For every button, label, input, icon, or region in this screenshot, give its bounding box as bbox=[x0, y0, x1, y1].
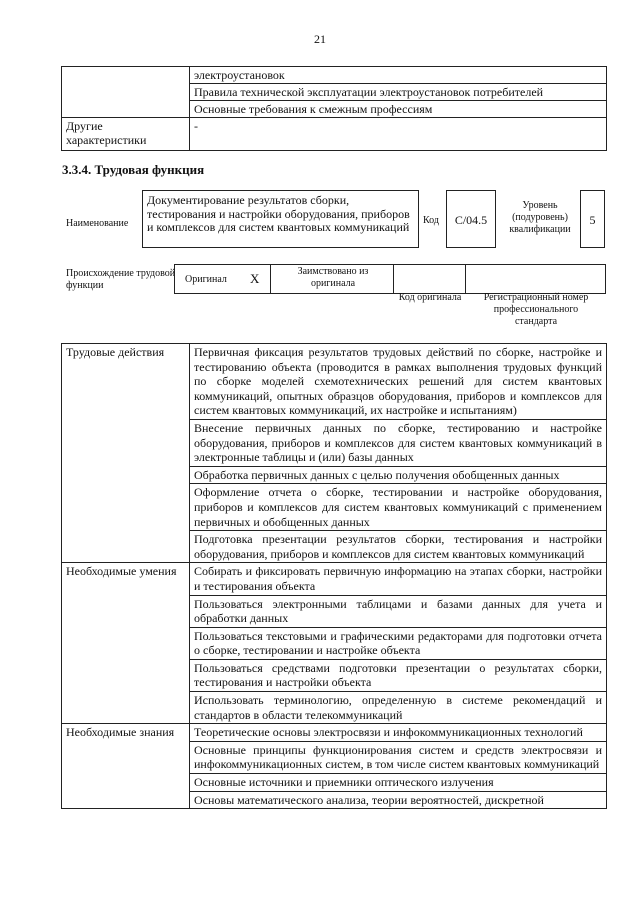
origin-divider bbox=[465, 264, 466, 294]
name-value: Документирование результатов сборки, тестирования и настройки оборудования, приборов и комплексов для систем квантовых коммуникаций bbox=[142, 190, 419, 248]
table-row: Первичная фиксация результатов трудовых действий по сборке, настройке и тестированию объекта (проводится в рамках выполнения трудовых функций по сборке моделей схемотехнических решений для систем квантовых коммуникаций, опытных образцов оборудования, приборов и комплексов для систем квантовых коммуникаций, их настройке и испытаниям) bbox=[190, 344, 607, 420]
table-row: Подготовка презентации результатов сборки, тестирования и настройки оборудования, приборов и комплексов для систем квантовых коммуникаций bbox=[190, 531, 607, 563]
origin-box bbox=[174, 264, 606, 294]
table-row: Основы математического анализа, теории вероятностей, дискретной bbox=[190, 791, 607, 809]
table-row: Пользоваться текстовыми и графическими редакторами для подготовки отчета о сборке, тестировании и настройке объекта bbox=[190, 627, 607, 659]
table-row: Внесение первичных данных по сборке, тестированию и настройке оборудования, приборов и комплексов для систем квантовых коммуникаций в электронные таблицы и (или) базы данных bbox=[190, 419, 607, 466]
group-label: Необходимые умения bbox=[62, 563, 190, 724]
top-table bbox=[61, 66, 607, 151]
origin-divider bbox=[270, 264, 271, 294]
level-label: Уровень (подуровень) квалификации bbox=[509, 200, 571, 235]
level-value: 5 bbox=[580, 190, 605, 248]
top-table-cell: электроустановок bbox=[190, 67, 607, 84]
code-caption: Код оригинала bbox=[398, 292, 462, 303]
top-table-label: Другие характеристики bbox=[62, 118, 190, 151]
table-row: Пользоваться средствами подготовки презентации о результатах сборки, тестирования и настройки объекта bbox=[190, 659, 607, 691]
original-label: Оригинал bbox=[185, 274, 227, 285]
group-label: Необходимые знания bbox=[62, 724, 190, 809]
top-table-cell: Правила технической эксплуатации электроустановок потребителей bbox=[190, 84, 607, 101]
table-row: Теоретические основы электросвязи и инфокоммуникационных технологий bbox=[190, 724, 607, 742]
code-value: С/04.5 bbox=[446, 190, 496, 248]
reg-caption: Регистрационный номер профессионального стандарта bbox=[483, 292, 589, 327]
table-row: Основные источники и приемники оптического излучения bbox=[190, 774, 607, 792]
table-row: Использовать терминологию, определенную в системе рекомендаций и стандартов в области телекоммуникаций bbox=[190, 692, 607, 724]
table-row: Основные принципы функционирования систем и средств электросвязи и инфокоммуникационных систем, в том числе систем квантовых коммуникаций bbox=[190, 741, 607, 773]
table-row: Собирать и фиксировать первичную информацию на этапах сборки, настройки и тестирования объекта bbox=[190, 563, 607, 595]
table-row: Обработка первичных данных с целью получения обобщенных данных bbox=[190, 466, 607, 484]
top-table-cell: - bbox=[190, 118, 607, 151]
borrowed-label: Заимствовано из оригинала bbox=[297, 266, 369, 289]
top-table-label-empty bbox=[62, 67, 190, 118]
table-row: Пользоваться электронными таблицами и базами данных для учета и обработки данных bbox=[190, 595, 607, 627]
page-number: 21 bbox=[314, 32, 326, 46]
section-title: 3.3.4. Трудовая функция bbox=[62, 162, 205, 177]
group-label: Трудовые действия bbox=[62, 344, 190, 563]
main-table bbox=[61, 343, 607, 809]
name-label: Наименование bbox=[66, 218, 129, 229]
table-row: Оформление отчета о сборке, тестировании и настройке оборудования, приборов и комплексов для систем квантовых коммуникаций с применением первичных и обобщенных данных bbox=[190, 484, 607, 531]
origin-label: Происхождение трудовой функции bbox=[66, 268, 176, 291]
origin-divider bbox=[393, 264, 394, 294]
top-table-cell: Основные требования к смежным профессиям bbox=[190, 101, 607, 118]
original-mark: Х bbox=[250, 271, 260, 286]
code-label: Код bbox=[423, 215, 439, 226]
